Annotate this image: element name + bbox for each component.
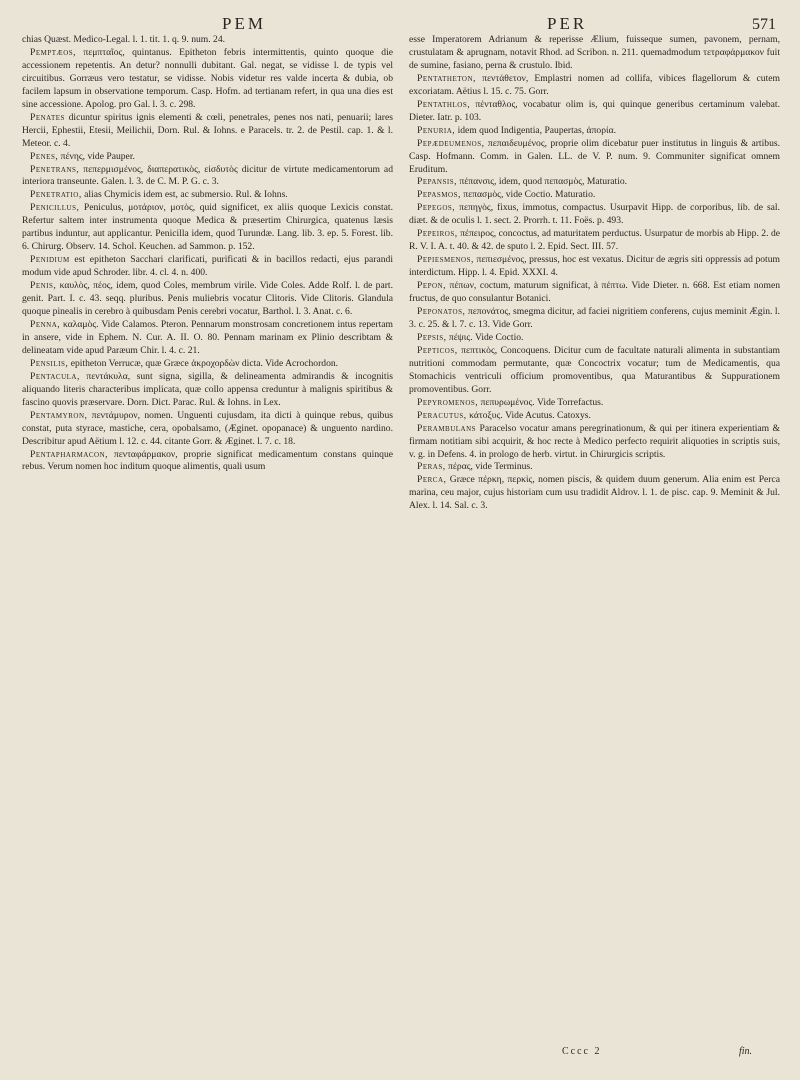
signature-mark: Cccc 2 [562, 1046, 602, 1057]
entry-headword: Penis, [30, 280, 57, 292]
dictionary-entry [409, 176, 780, 189]
entry-text: πέρας, vide Terminus. [445, 461, 533, 473]
dictionary-entry [409, 474, 780, 513]
entry-headword: Pepegos, [417, 202, 456, 214]
entry-text: πεπασμὸς, vide Coctio. Maturatio. [460, 189, 596, 201]
dictionary-entry [409, 306, 780, 332]
dictionary-entry [22, 319, 393, 358]
entry-headword: Pepticos, [417, 344, 458, 356]
entry-headword: Penna, [30, 318, 61, 330]
dictionary-entry [22, 254, 393, 280]
dictionary-entry [409, 345, 780, 397]
entry-headword: Pentatheton, [417, 72, 476, 84]
entry-headword: Penidium [30, 254, 70, 266]
dictionary-entry [22, 164, 393, 190]
entry-headword: Pepon, [417, 280, 447, 292]
entry-headword: Pentapharmacon, [30, 448, 109, 460]
dictionary-entry [409, 410, 780, 423]
dictionary-entry [22, 151, 393, 164]
entry-text: πέψις. Vide Coctio. [446, 331, 524, 343]
entry-text: πεπονάτος, smegma dicitur, ad faciei nigritiem conferens, cujus meminit Ægin. l. 3. c. 25. & l. 7. c. 13. Vide Gorr. [409, 306, 780, 330]
entry-text: est epitheton Sacchari clarificati, purificati & in bacillos redacti, ejus parandi modum vide apud Schroder. libr. 4. cl. 4. n. 400. [22, 254, 393, 279]
dictionary-entry [409, 332, 780, 345]
entry-text: καυλὸς, πέος, idem, quod Coles, membrum virile. Vide Coles. Adde Rolf. l. de part. genit. Part. I. c. 43. seqq. pluribus. Penis muliebris vocatur Clitoris. Vide Clitoris. Glandula quoque pinealis in cerebro à quibusdam Penis cerebri vocatur, Barthol. l. 3. Anat. c. 6. [22, 280, 393, 318]
dictionary-entry [409, 73, 780, 99]
entry-text: πεντάθετον, Emplastri nomen ad collifa, vibices flagellorum & cutem excoriatam. Aëtius l. 15. c. 75. Gorr. [409, 72, 780, 97]
entry-headword: Pepiesmenos, [417, 254, 474, 266]
dictionary-entry [22, 280, 393, 319]
dictionary-entry [22, 358, 393, 371]
text-columns [22, 34, 780, 1050]
entry-text: καλαμὸς. Vide Calamos. Pteron. Pennarum monstrosam concretionem intus repertam in ansere, vide in Ephem. N. Cur. A. II. O. 80. Pennam marinam ex Plinio describtam & delineatam vide apud Paræum Chir. l. 4. c. 21. [22, 318, 393, 356]
entry-headword: Pemptæos, [30, 46, 77, 58]
entry-headword: Penes, [30, 150, 59, 162]
entry-text: chias Quæst. Medico-Legal. l. 1. tit. 1. q. 9. num. 24. [22, 34, 226, 45]
right-running-title: PER [547, 14, 588, 33]
entry-text: Peniculus, μοτάριον, μοτὸς, quid significet, ex aliis quoque Lexicis constat. Refertur saltem inter instrumenta quoque Medica & præsertim Chirurgica, quatenus læsis partibus induntur, aut applicantur. Penicilla idem, quod Turundæ. Lang. lib. 3. ep. 5. Forest. lib. 6. Chirurg. Observ. 14. Schol. Keuchen. ad Sammon. p. 152. [22, 202, 393, 253]
dictionary-entry [22, 371, 393, 410]
entry-text: dicuntur spiritus ignis elementi & cœli, penetrales, penes nos nati, penuarii; lares Hercii, Ephestii, Etesii, Meilichii, Dorn. Rul. & Iohns. e Paracels. tr. 2. de Pestil. cap. 1. & l. Meteor. c. 4. [22, 111, 393, 149]
dictionary-entry [409, 138, 780, 177]
entry-headword: Pepyromenos, [417, 396, 479, 408]
entry-headword: Pepasmos, [417, 189, 461, 201]
entry-headword: Pepansis, [417, 176, 457, 188]
entry-text: epitheton Verrucæ, quæ Græce ἀκροχορδὼν dicta. Vide Acrochordon. [68, 357, 339, 369]
entry-headword: Pentacula, [30, 370, 80, 382]
dictionary-entry [409, 280, 780, 306]
page-number: 571 [752, 16, 776, 33]
entry-text: πεπυρωμένος. Vide Torrefactus. [478, 396, 604, 408]
entry-text: πέπων, coctum, maturum significat, à πέπτω. Vide Dieter. n. 668. Est etiam nomen fructus, de quo consulantur Botanici. [409, 280, 780, 305]
entry-text: πεπιεσμένος, pressus, hoc est vexatus. Dicitur de ægris siti oppressis ad potum interdictum. Hipp. l. 4. Epid. XXXI. 4. [409, 254, 780, 279]
dictionary-entry [22, 112, 393, 151]
entry-text: idem quod Indigentia, Paupertas, ἀπορία. [455, 124, 616, 136]
entry-headword: Pepædeumenos, [417, 137, 485, 149]
dictionary-entry [409, 34, 780, 73]
entry-text: πεπτικὸς, Concoquens. Dicitur cum de facultate naturali alimenta in substantiam nutritioni commodam permutante, quæ Concoctrix vocatur; tum de Medicamentis, qua Stomachicis ventriculi officium promoventibus, qua Maturantibus & Suppurationem promoventibus. Gorr. [409, 344, 780, 395]
dictionary-entry [409, 228, 780, 254]
dictionary-entry [22, 410, 393, 449]
dictionary-entry [409, 189, 780, 202]
entry-headword: Pentathlos, [417, 98, 471, 110]
dictionary-entry [409, 125, 780, 138]
entry-text: πέπειρος, concoctus, ad maturitatem perductus. Usurpatur de morbis ab Hipp. 2. de R. V. I. A. t. 40. & 42. de sputo l. 2. Epid. Sect. III. 57. [409, 228, 780, 253]
left-column [22, 34, 393, 1050]
entry-headword: Penetratio, [30, 189, 82, 201]
dictionary-entry [409, 461, 780, 474]
entry-headword: Peras, [417, 461, 446, 473]
entry-text: πεντάκυλα, sunt signa, sigilla, & delineamenta admirandis & incognitis aliquando literis characteribus implicata, quæ collo appensa creduntur à malignis spiritibus & fascino quovis præservare. Dorn. Dict. Parac. Rul. & Iohns. in Lex. [22, 370, 393, 408]
dictionary-entry [409, 99, 780, 125]
entry-headword: Pepsis, [417, 331, 447, 343]
dictionary-entry [22, 202, 393, 254]
catchword: fin. [738, 1046, 752, 1057]
dictionary-entry [409, 202, 780, 228]
entry-headword: Penicillus, [30, 202, 80, 214]
entry-text: alias Chymicis idem est, ac submersio. Rul. & Iohns. [81, 189, 288, 201]
entry-text: πενταφάρμακον, proprie significat medicamentum constans quinque rebus. Verum nomen hoc inditum quoque alimentis, quali usum [22, 448, 393, 473]
entry-text: πένης, vide Pauper. [58, 150, 135, 162]
page-footer [0, 1046, 800, 1060]
entry-text: πεντάμυρον, nomen. Unguenti cujusdam, ita dicti à quinque rebus, quibus constat, puta styrace, mastiche, cera, opobalsamo, (Æginet. opopanace) & unguento nardino. Describitur apud Aëtium l. 12. c. 44. citante Gorr. & Æginet. l. 7. c. 18. [22, 409, 393, 447]
entry-headword: Penuria, [417, 124, 456, 136]
entry-text: πεμπταῖος, quintanus. Epitheton febris intermittentis, quinto quoque die accessionem repetentis. An detur? nonnulli dubitant. Gal. negat, se vidisse l. de typis vel circuitibus. Gorræus vero testatur, se vidisse. Nobis videtur res valde incerta & dubia, ob facilem lapsum in observatione temporum. Casp. Hofm. ad tertianam refert, in qua una dies est sine accessione. Apolog. pro Gal. l. 3. c. 298. [22, 46, 393, 110]
entry-text: Græce πέρκη, περκὶς, nomen piscis, & quidem duum generum. Alia enim est Perca marina, ceu major, cujus historiam cum usu tradidit Aldrov. l. 1. de pisc. cap. 9. Meminit & Jul. Alex. l. 14. Sal. c. 3. [409, 474, 780, 512]
dictionary-entry [22, 449, 393, 475]
entry-headword: Peracutus, [417, 409, 467, 421]
dictionary-entry [22, 47, 393, 112]
entry-headword: Perca, [417, 474, 447, 486]
entry-text: πεπερμισμένος, διαπερατικὸς, εἰσδυτὸς dicitur de virtute medicamentorum ad interiora transeunte. Galen. l. 3. de C. M. P. G. c. 3. [22, 163, 393, 188]
dictionary-entry [409, 423, 780, 462]
dictionary-entry [409, 254, 780, 280]
entry-text: πεπηγὸς, fixus, immotus, compactus. Usurpavit Hipp. de corporibus, lib. de sal. diæt. & de oculis l. 1. sect. 2. Prorrh. t. 11. Foës. p. 493. [409, 202, 780, 227]
entry-text: πεπαιδευμένος, proprie olim dicebatur puer institutus in linguis & artibus. Casp. Hofmann. Comm. in Galen. LL. de V. P. num. 9. Communiter significat omnem Eruditum. [409, 137, 780, 175]
entry-headword: Penetrans, [30, 163, 80, 175]
left-running-title: PEM [222, 14, 266, 33]
entry-headword: Peponatos, [417, 306, 466, 318]
entry-headword: Pepeiros, [417, 228, 458, 240]
entry-text: Paracelso vocatur amans peregrinationum, & qui per itinera experientiam & firmam notitiam sibi acquirit, & hoc recte à Medico perfecto requirit aliquoties in scriptis suis, v. g. in Defens. 4. in prologo de herb. virtut. in Chirurgicis scriptis. [409, 422, 780, 460]
entry-text: esse Imperatorem Adrianum & reperisse Ælium, fuisseque sumen, pavonem, pernam, crustulatam & aprugnam, notavit Rhod. ad Scribon. n. 211. quemadmodum τετραφάρμακον fuit de sumine, fasiano, perna & crustulo. Ibid. [409, 34, 780, 71]
dictionary-entry [22, 189, 393, 202]
entry-text: πένταθλος, vocabatur olim is, qui quinque generibus certaminum valebat. Dieter. Iatr. p. 103. [409, 98, 780, 123]
entry-text: κάτοξυς. Vide Acutus. Catoxys. [466, 409, 591, 421]
entry-headword: Penates [30, 111, 65, 123]
right-column [409, 34, 780, 1050]
entry-headword: Perambulans [417, 422, 477, 434]
entry-headword: Pensilis, [30, 357, 69, 369]
dictionary-entry [409, 397, 780, 410]
entry-headword: Pentamyron, [30, 409, 88, 421]
dictionary-entry [22, 34, 393, 47]
entry-text: πέπανσις, idem, quod πεπασμὸς, Maturatio. [457, 176, 628, 188]
